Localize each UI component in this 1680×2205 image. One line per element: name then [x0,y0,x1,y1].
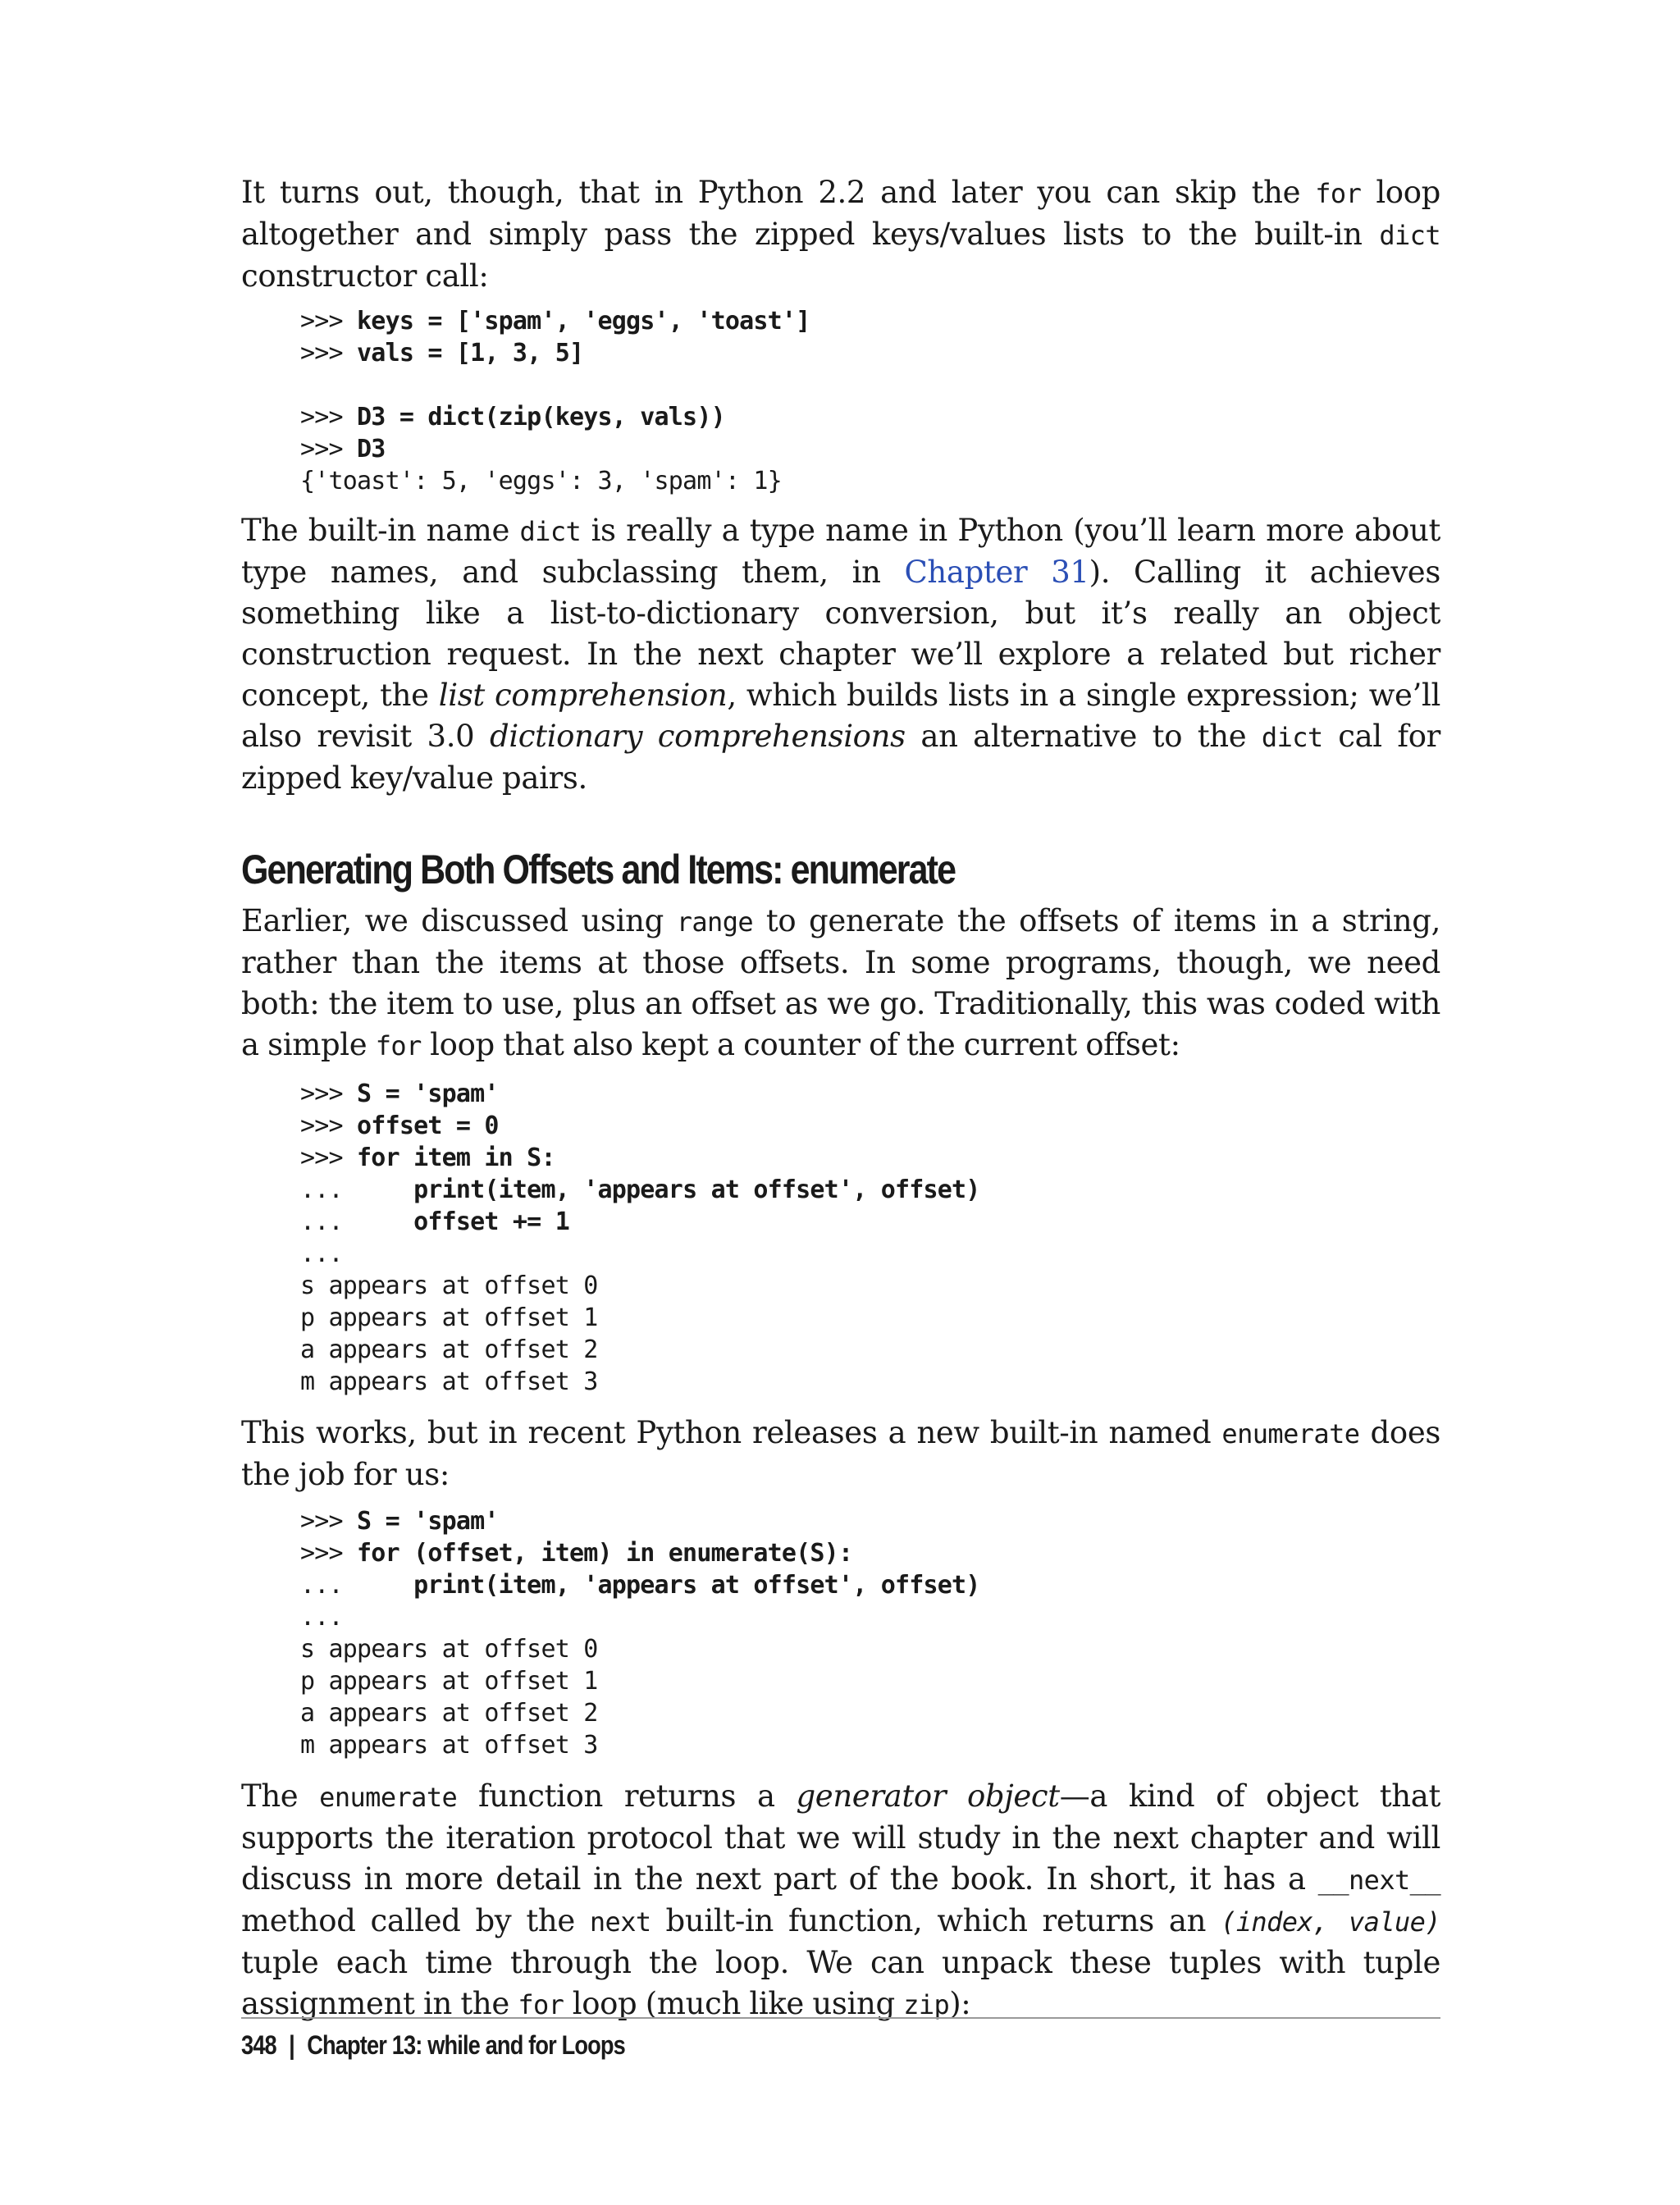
code-output: p appears at offset 1 [300,1667,598,1696]
code-prompt: >>> [300,403,358,431]
code-input: keys = ['spam', 'eggs', 'toast'] [357,307,810,336]
text: tuple each time through the loop. We can unpack these tuples with tuple assignment in the [241,1945,1440,2021]
code-output: m appears at offset 3 [300,1731,598,1760]
code-input: vals = [1, 3, 5] [357,339,584,368]
inline-code: dict [519,516,582,547]
code-line [300,1271,598,1300]
code-line [300,1080,499,1108]
code-output: m appears at offset 3 [300,1367,598,1396]
code-line [300,1731,598,1760]
code-block-manual-offset [241,1078,1440,1398]
code-line [300,1239,343,1268]
code-line [300,1367,598,1396]
code-input: print(item, 'appears at offset', offset) [413,1176,980,1204]
code-line [300,1507,499,1536]
code-prompt: >>> [300,435,358,463]
code-input: D3 [357,435,386,463]
code-output: a appears at offset 2 [300,1699,598,1728]
paragraph-dict-type [241,510,1440,799]
code-input: for item in S: [357,1144,555,1172]
text: cal for zipped key/value pairs. [241,719,1441,796]
text: to generate the offsets of items in a string, rather than the items at those offsets. In some programs, though, we need both: the item to use, plus an offset as we go. Traditionally, this was coded with a simple [241,903,1440,1062]
code-input: print(item, 'appears at offset', offset) [413,1571,980,1600]
code-output: s appears at offset 0 [300,1635,598,1664]
paragraph-range-offsets [241,901,1440,1066]
text: —a kind of object that supports the iteration protocol that we will study in the next chapter and will discuss in more detail in the next part of the book. In short, it has a [241,1778,1440,1897]
code-line [300,1144,555,1172]
inline-code: zip [903,1989,950,2020]
text: constructor call: [241,258,489,294]
code-line [300,1208,569,1236]
code-output: {'toast': 5, 'eggs': 3, 'spam': 1} [300,467,782,495]
code-input: S = 'spam' [357,1507,499,1536]
inline-code: next [589,1906,651,1938]
text: ). Calling it achieves something like a list-to-dictionary conversion, but it’s really an object construction request. In the next chapter we’ll explore a related but richer concept, the [241,555,1440,713]
code-prompt: >>> [300,1080,358,1108]
code-line [300,1539,852,1568]
code-line [300,1176,980,1204]
inline-code: __next__ [1317,1865,1440,1896]
text: is really a type name in Python (you’ll learn more about type names, and subclassing them, in [241,513,1440,590]
text: loop (much like using [564,1986,904,2021]
code-line [300,339,583,368]
code-output: p appears at offset 1 [300,1303,598,1332]
page-body [241,172,1440,2025]
text: This works, but in recent Python releases a new built-in named [241,1415,1222,1450]
text: an alternative to the [905,719,1262,754]
code-prompt: ... [300,1603,343,1632]
emphasis: dictionary comprehensions [489,719,906,754]
code-input: for (offset, item) in enumerate(S): [357,1539,853,1568]
inline-code: range [676,906,754,938]
inline-code: dict [1261,722,1323,753]
emphasis: list comprehension [438,678,728,713]
code-prompt: ... [300,1239,343,1268]
code-line [300,467,782,495]
code-prompt: >>> [300,1507,358,1536]
text: It turns out, though, that in Python 2.2 and later you can skip the [241,175,1316,210]
code-prompt: >>> [300,339,358,368]
paragraph-dict-zip-intro [241,172,1440,297]
inline-code: enumerate [319,1782,458,1813]
code-input: offset = 0 [357,1112,499,1140]
code-input: D3 = dict(zip(keys, vals)) [357,403,725,431]
footer-divider [241,2017,1440,2019]
code-line [300,307,810,336]
code-line [300,1112,499,1140]
text: ): [949,1986,971,2021]
footer-separator: | [289,2030,294,2060]
text: does the job for us: [241,1415,1440,1492]
code-prompt: >>> [300,1144,358,1172]
inline-code: for [375,1030,422,1061]
code-line [300,1667,598,1696]
code-line [300,1699,598,1728]
code-line [300,1571,980,1600]
code-line [300,1303,598,1332]
text: function returns a [457,1778,797,1814]
text: loop that also kept a counter of the current offset: [421,1027,1180,1062]
inline-code: dict [1379,220,1440,251]
text: method called by the [241,1903,590,1938]
text: The built-in name [241,513,520,548]
text: Earlier, we discussed using [241,903,677,938]
code-output: s appears at offset 0 [300,1271,598,1300]
paragraph-enumerate-intro [241,1413,1440,1495]
section-heading: Generating Both Offsets and Items: enumerate [241,847,956,892]
code-line [300,1635,598,1664]
code-prompt: ... [300,1208,414,1236]
code-block-dict-zip [241,305,1440,497]
text: , which builds lists in a single expression; we’ll also revisit 3.0 [241,678,1440,754]
inline-code: (index, value) [1221,1906,1440,1938]
paragraph-generator-object [241,1776,1440,2025]
inline-code: for [1315,178,1362,209]
footer-chapter-title: Chapter 13: while and for Loops [307,2030,625,2060]
code-input: S = 'spam' [357,1080,499,1108]
code-input: offset += 1 [413,1208,569,1236]
code-block-enumerate [241,1505,1440,1761]
text: loop altogether and simply pass the zipped keys/values lists to the built-in [241,175,1440,252]
code-prompt: ... [300,1571,414,1600]
code-prompt: >>> [300,307,358,336]
inline-code: for [518,1989,564,2020]
inline-code: enumerate [1221,1418,1360,1449]
code-line [300,403,725,431]
code-output: a appears at offset 2 [300,1335,598,1364]
page-number: 348 [241,2030,276,2060]
code-prompt: >>> [300,1112,358,1140]
code-prompt: ... [300,1176,414,1204]
code-prompt: >>> [300,1539,358,1568]
code-line [300,1603,343,1632]
text: built-in function, which returns an [651,1903,1221,1938]
code-line [300,1335,598,1364]
text: The [241,1778,320,1814]
code-line [300,435,386,463]
chapter-31-link[interactable]: Chapter 31 [904,555,1089,590]
page-footer [241,2029,625,2061]
emphasis: generator object [796,1778,1060,1814]
